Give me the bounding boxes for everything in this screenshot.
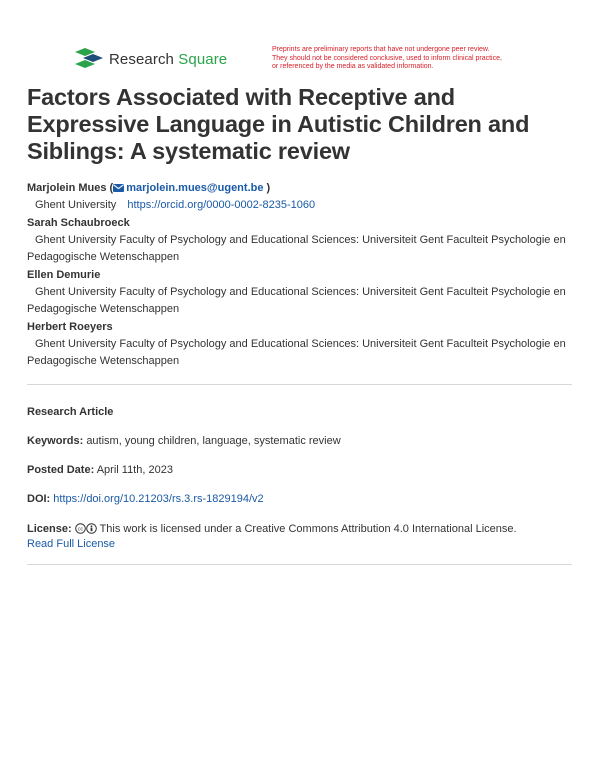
author-affiliation: Ghent University https://orcid.org/0000-0002-8235-1060 (35, 199, 316, 211)
attribution-icon (86, 523, 97, 534)
author-name: Sarah Schaubroeck (27, 216, 130, 229)
posted-date-label: Posted Date: (27, 464, 95, 476)
license-label: License: (27, 523, 72, 535)
envelope-icon (113, 184, 124, 192)
logo-text: Research Square (109, 50, 228, 68)
author-name: Marjolein Mues ( marjolein.mues@ugent.be ) (27, 182, 271, 194)
read-full-license-link[interactable]: Read Full License (27, 538, 116, 550)
posted-date (27, 463, 572, 478)
keywords-value: autism, young children, language, systematic review (86, 435, 341, 447)
notice-line: They should not be considered conclusive, used to inform clinical practice, (272, 54, 502, 62)
author-email-link[interactable]: marjolein.mues@ugent.be (126, 182, 264, 194)
research-square-logo-icon (75, 48, 103, 70)
doi-link[interactable]: https://doi.org/10.21203/rs.3.rs-1829194/v2 (53, 493, 264, 505)
author-name: Herbert Roeyers (27, 320, 113, 333)
author-affiliation: Ghent University Faculty of Psychology and Educational Sciences: Universiteit Gent Faculteit Psychologie en Pedagogische Wetenschappen (27, 285, 566, 315)
license-text: This work is licensed under a Creative Commons Attribution 4.0 International License. (99, 523, 517, 535)
research-square-logo[interactable] (75, 48, 227, 70)
svg-text:cc: cc (77, 526, 83, 533)
doi-label: DOI: (27, 493, 51, 505)
header (75, 46, 545, 76)
divider (27, 564, 572, 565)
article-type: Research Article (27, 406, 114, 418)
notice-line: or referenced by the media as validated information. (272, 63, 434, 70)
divider (27, 384, 572, 385)
doi (27, 492, 572, 507)
author-name: Ellen Demurie (27, 268, 101, 281)
author-list (27, 180, 572, 371)
preprint-notice (272, 46, 547, 72)
paper-title: Factors Associated with Receptive and Expressive Language in Autistic Children and Siblings: A systematic review (27, 84, 530, 164)
license (27, 522, 572, 552)
author-affiliation: Ghent University Faculty of Psychology and Educational Sciences: Universiteit Gent Faculteit Psychologie en Pedagogische Wetenschappen (27, 233, 566, 263)
keywords-label: Keywords: (27, 435, 84, 447)
keywords (27, 434, 572, 449)
author-affiliation: Ghent University Faculty of Psychology and Educational Sciences: Universiteit Gent Faculteit Psychologie en Pedagogische Wetenschappen (27, 337, 566, 367)
notice-line: Preprints are preliminary reports that have not undergone peer review. (272, 46, 490, 53)
orcid-link[interactable]: https://orcid.org/0000-0002-8235-1060 (127, 199, 316, 211)
posted-date-value: April 11th, 2023 (96, 464, 173, 476)
creative-commons-icon (75, 523, 86, 534)
